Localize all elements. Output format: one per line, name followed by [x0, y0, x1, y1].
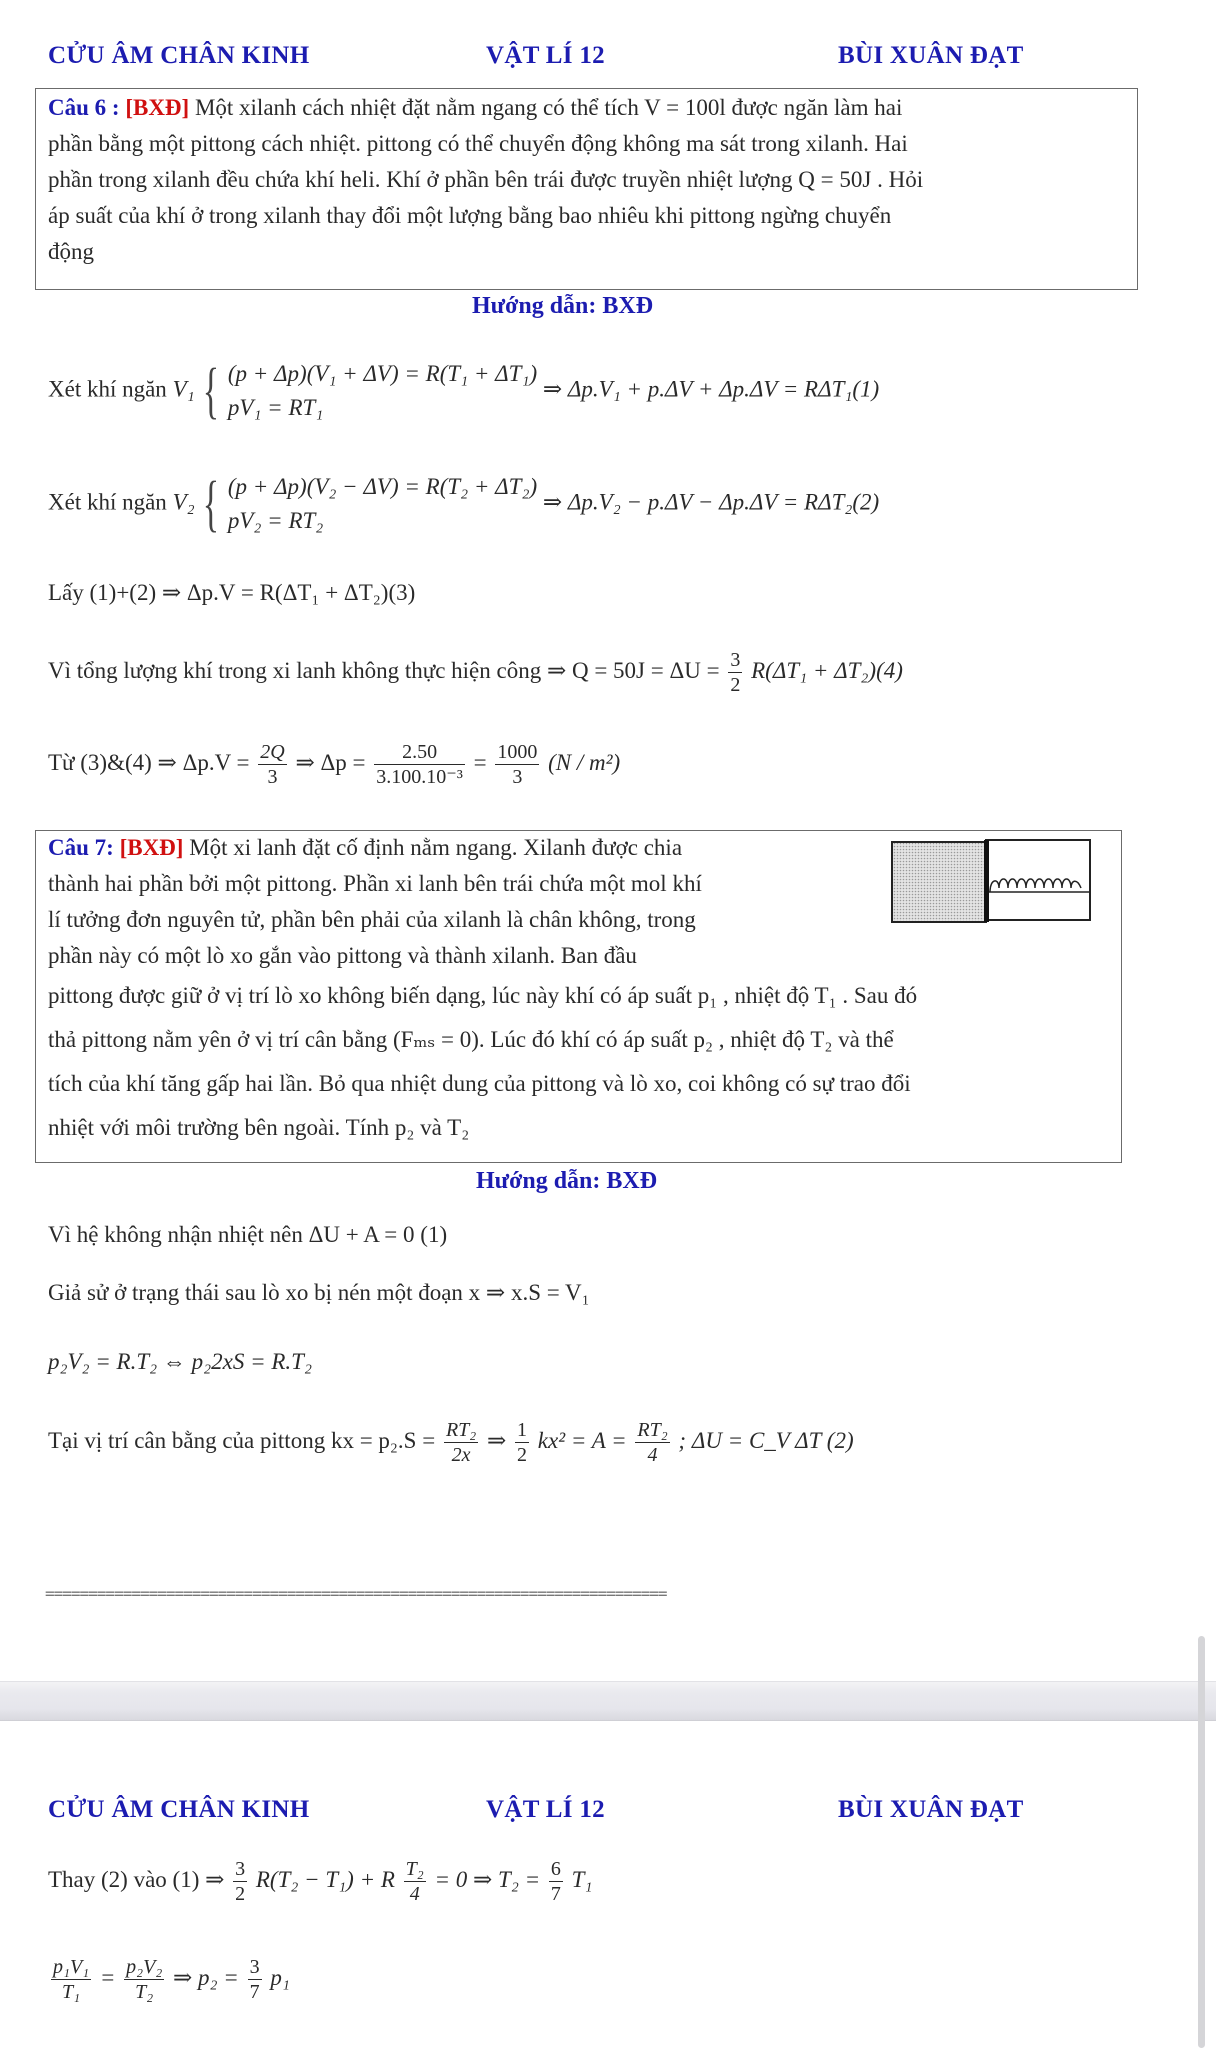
system-top: (p + Δp)(V₂ − ΔV) = R(T₂ + ΔT₂) — [227, 474, 538, 499]
fraction — [374, 740, 465, 789]
question-7-line: nhiệt với môi trường bên ngoài. Tính p₂ và T₂ — [48, 1115, 470, 1140]
fraction-num: 2Q — [260, 741, 285, 763]
scrollbar[interactable] — [1198, 1636, 1205, 2048]
fraction-num: p₁V₁ — [53, 1956, 90, 1978]
brace-icon: { — [203, 357, 220, 425]
fraction-den: 7 — [249, 1981, 260, 2003]
solution-line-1: Vì hệ không nhận nhiệt nên ΔU + A = 0 (1) — [48, 1222, 448, 1247]
fraction — [124, 1955, 164, 2004]
system-bottom: pV₂ = RT₂ — [227, 508, 324, 533]
fraction-den: T₁ — [62, 1981, 81, 2003]
fraction — [549, 1857, 563, 1906]
equation-text: Từ (3)&(4) ⇒ Δp.V = — [48, 749, 250, 775]
fraction-num: 3 — [249, 1956, 260, 1978]
solution-line-3: p₂V₂ = R.T₂ ⇔ p₂2xS = R.T₂ — [48, 1349, 312, 1374]
equation-text: = 0 ⇒ T₂ = — [434, 1866, 541, 1892]
fraction-num: 3 — [730, 649, 741, 671]
equation-5 — [48, 740, 620, 789]
equation-text: ⇒ p₂ = — [173, 1964, 239, 1990]
equation-1 — [48, 357, 879, 425]
fraction-den: 3.100.10⁻³ — [376, 766, 463, 788]
question-6-line: phần bằng một pittong cách nhiệt. pittong có thể chuyển động không ma sát trong xilanh. Hai — [48, 131, 908, 156]
equation-text: ⇒ — [487, 1427, 507, 1453]
solution-line-2: Giả sử ở trạng thái sau lò xo bị nén một đoạn x ⇒ x.S = V₁ — [48, 1280, 590, 1305]
equation-2 — [48, 470, 879, 538]
equation-system — [228, 470, 537, 538]
equation-text: Vì tổng lượng khí trong xi lanh không thực hiện công ⇒ Q = 50J = ΔU = — [48, 657, 720, 683]
equation-tail: T₁ — [571, 1866, 593, 1892]
question-7-line: pittong được giữ ở vị trí lò xo không biến dạng, lúc này khí có áp suất p₁ , nhiệt độ T₁ . Sau đó — [48, 983, 918, 1008]
unit: (N / m²) — [548, 749, 621, 775]
equals-sign: = — [99, 1964, 116, 1990]
fraction-den: 2x — [451, 1444, 471, 1466]
fraction — [635, 1418, 669, 1467]
page2-header-center: VẬT LÍ 12 — [486, 1796, 605, 1823]
fraction-num: 6 — [550, 1858, 561, 1880]
question-7-line: tích của khí tăng gấp hai lần. Bỏ qua nhiệt dung của pittong và lò xo, coi không có sự trao đổi — [48, 1071, 911, 1096]
fraction-num: 1 — [517, 1419, 528, 1441]
fraction-num: 3 — [235, 1858, 246, 1880]
question-6-line: động — [48, 239, 94, 264]
header-center: VẬT LÍ 12 — [486, 42, 605, 69]
page2-line-1 — [48, 1857, 592, 1906]
equals-sign: = — [473, 749, 487, 775]
fraction-den: 4 — [409, 1883, 420, 1905]
fraction-num: p₂V₂ — [126, 1956, 163, 1978]
fraction — [444, 1418, 478, 1467]
equation-text: Xét khí ngăn — [48, 489, 167, 515]
fraction-num: 2.50 — [374, 740, 465, 765]
piston — [984, 840, 989, 922]
separator-line: ======================================================================== — [45, 1584, 667, 1603]
equation-3: Lấy (1)+(2) ⇒ Δp.V = R(ΔT₁ + ΔT₂)(3) — [48, 580, 416, 605]
fraction — [728, 648, 742, 697]
fraction-den: 2 — [517, 1444, 528, 1466]
gas-chamber — [892, 842, 986, 922]
question-6-line: Một xilanh cách nhiệt đặt nằm ngang có thể tích V = 100l được ngăn làm hai — [194, 95, 903, 120]
question-7-line: phần này có một lò xo gắn vào pittong và thành xilanh. Ban đầu — [48, 943, 637, 968]
equation-var: V₁ — [172, 376, 195, 402]
fraction-den: 3 — [267, 766, 278, 788]
question-7-line: thành hai phần bởi một pittong. Phần xi lanh bên trái chứa một mol khí — [48, 871, 702, 896]
system-bottom: pV₁ = RT₁ — [227, 395, 324, 420]
fraction — [233, 1857, 247, 1906]
question-7-tag: [BXĐ] — [119, 835, 184, 860]
page2-line-2 — [48, 1955, 290, 2004]
equation-text: Xét khí ngăn — [48, 376, 167, 402]
question-6-label: Câu 6 : — [48, 95, 120, 120]
system-top: (p + Δp)(V₁ + ΔV) = R(T₁ + ΔT₁) — [227, 361, 538, 386]
equation-4 — [48, 648, 903, 697]
question-7-label: Câu 7: — [48, 835, 114, 860]
equation-tail: ; ΔU = C_V ΔT (2) — [678, 1427, 854, 1453]
fraction — [51, 1955, 91, 2004]
fraction-den: 4 — [647, 1444, 658, 1466]
fraction — [258, 740, 286, 789]
equation-text: kx² = A = — [537, 1427, 627, 1453]
header-left: CỬU ÂM CHÂN KINH — [48, 42, 310, 69]
fraction — [495, 740, 539, 789]
equation-result: ⇒ Δp.V₂ − p.ΔV − Δp.ΔV = RΔT₂(2) — [542, 489, 880, 515]
equation-text: Thay (2) vào (1) ⇒ — [48, 1866, 225, 1892]
equation-text: ⇒ Δp = — [295, 749, 366, 775]
fraction-den: 3 — [512, 766, 523, 788]
cylinder-piston-diagram — [890, 836, 1096, 924]
equation-var: V₂ — [172, 489, 195, 515]
fraction-num: RT₂ — [445, 1419, 477, 1441]
page2-header-right: BÙI XUÂN ĐẠT — [838, 1796, 1024, 1823]
question-6-text — [48, 90, 1128, 270]
guide-title-q7: Hướng dẫn: BXĐ — [476, 1168, 658, 1194]
page-break — [0, 1681, 1216, 1721]
solution-line-4 — [48, 1418, 854, 1467]
fraction-num: T₂ — [405, 1858, 424, 1880]
question-6-line: áp suất của khí ở trong xilanh thay đổi một lượng bằng bao nhiêu khi pittong ngừng chuyển — [48, 203, 892, 228]
question-7-line: thả pittong nằm yên ở vị trí cân bằng (Fₘₛ = 0). Lúc đó khí có áp suất p₂ , nhiệt độ T₂ và thể — [48, 1027, 894, 1052]
page2-header-left: CỬU ÂM CHÂN KINH — [48, 1796, 310, 1823]
fraction-den: 2 — [235, 1883, 246, 1905]
question-6-line: phần trong xilanh đều chứa khí heli. Khí ở phần bên trái được truyền nhiệt lượng Q = 50J . Hỏi — [48, 167, 924, 192]
fraction-num: RT₂ — [637, 1419, 668, 1441]
fraction-den: T₂ — [135, 1981, 154, 2003]
equation-text: R(T₂ − T₁) + R — [255, 1866, 395, 1892]
fraction — [515, 1418, 529, 1467]
question-7-line: lí tưởng đơn nguyên tử, phần bên phải của xilanh là chân không, trong — [48, 907, 696, 932]
equation-tail: R(ΔT₁ + ΔT₂)(4) — [751, 657, 903, 683]
fraction — [404, 1857, 426, 1906]
fraction-den: 7 — [550, 1883, 561, 1905]
equation-result: ⇒ Δp.V₁ + p.ΔV + Δp.ΔV = RΔT₁(1) — [542, 376, 880, 402]
equation-tail: p₁ — [270, 1964, 290, 1990]
fraction-den: 2 — [730, 674, 741, 696]
equation-system — [228, 357, 537, 425]
question-7-line: Một xi lanh đặt cố định nằm ngang. Xilanh được chia — [189, 835, 683, 860]
header-right: BÙI XUÂN ĐẠT — [838, 42, 1024, 69]
question-6-tag: [BXĐ] — [125, 95, 190, 120]
guide-title-q6: Hướng dẫn: BXĐ — [472, 293, 654, 319]
fraction — [248, 1955, 262, 2004]
equation-text: Tại vị trí cân bằng của pittong kx = p₂.S = — [48, 1427, 436, 1453]
fraction-num: 1000 — [497, 741, 538, 763]
brace-icon: { — [203, 470, 220, 538]
